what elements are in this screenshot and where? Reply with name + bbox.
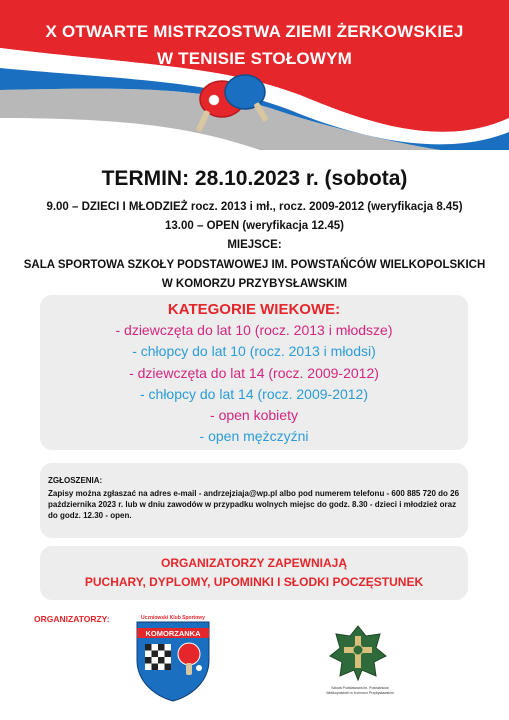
categories-title: KATEGORIE WIEKOWE:: [167, 301, 341, 318]
registration-box: [40, 463, 468, 538]
school-logo: [328, 624, 388, 682]
chessboard-icon: [145, 644, 171, 670]
event-date: TERMIN: 28.10.2023 r. (sobota): [101, 167, 408, 190]
school-logo-caption: Szkoła Podstawowa im. Powstańców Wielkopolskich w Komorzu Przybysławskim: [326, 686, 394, 695]
category-item: - chłopcy do lat 10 (rocz. 2013 i młodsi): [132, 343, 376, 359]
club-logo: [133, 610, 213, 702]
club-logo-top-text: Uczniowski Klub Sportowy: [141, 615, 205, 621]
categories-box: [40, 295, 468, 450]
organizers-provide-title: ORGANIZATORZY ZAPEWNIAJĄ: [160, 556, 347, 570]
category-item: - open mężczyźni: [199, 428, 309, 444]
club-logo-name: KOMORZANKA: [145, 629, 201, 638]
registration-title: ZGŁOSZENIA:: [48, 476, 103, 485]
event-title-line2: W TENISIE STOŁOWYM: [156, 49, 352, 68]
category-item: - open kobiety: [210, 407, 298, 423]
category-item: - dziewczęta do lat 14 (rocz. 2009-2012): [129, 365, 379, 381]
registration-text: Zapisy można zgłaszać na adres e-mail - andrzejziaja@wp.pl albo pod numerem telefonu - 600 885 720 do 26 października 2023 r. lub w dniu zawodów w przypadku wolnych miejsc do godz. 8.30 - dzieci i młodzież oraz do godz. 12.30 - open.: [48, 489, 460, 520]
organizers-provide-items: PUCHARY, DYPLOMY, UPOMINKI I SŁODKI POCZĘSTUNEK: [84, 575, 424, 589]
event-title-line1: X OTWARTE MISTRZOSTWA ZIEMI ŻERKOWSKIEJ: [45, 22, 464, 41]
organizers-provide-box: [40, 546, 468, 600]
place-line1: SALA SPORTOWA SZKOŁY PODSTAWOWEJ IM. POWSTAŃCÓW WIELKOPOLSKICH: [23, 259, 486, 271]
place-line2: W KOMORZU PRZYBYSŁAWSKIM: [161, 278, 348, 290]
category-item: - dziewczęta do lat 10 (rocz. 2013 i młodsze): [115, 322, 393, 338]
schedule-open: 13.00 – OPEN (weryfikacja 12.45): [165, 220, 344, 232]
category-item: - chłopcy do lat 14 (rocz. 2009-2012): [139, 386, 368, 402]
place-label: MIEJSCE:: [227, 239, 282, 251]
schedule-children: 9.00 – DZIECI I MŁODZIEŻ rocz. 2013 i mł., rocz. 2009-2012 (weryfikacja 8.45): [46, 201, 463, 213]
header-banner: [0, 0, 509, 150]
organizers-label: ORGANIZATORZY:: [34, 614, 110, 624]
